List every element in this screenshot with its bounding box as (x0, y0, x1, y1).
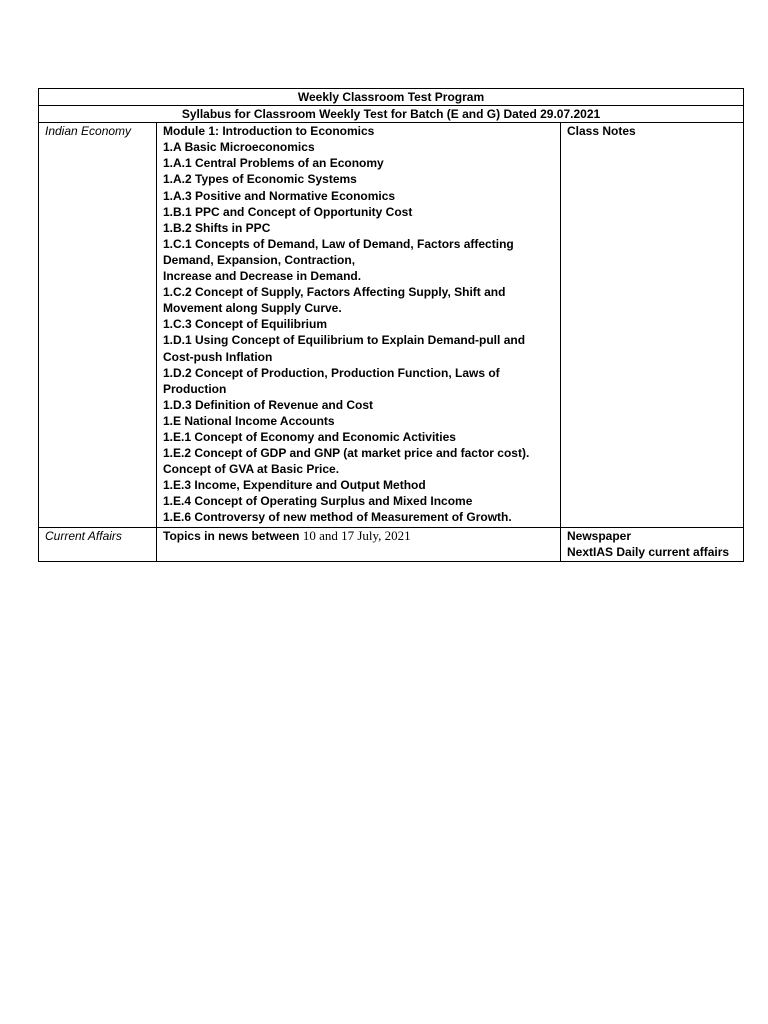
topic-line: 1.B.1 PPC and Concept of Opportunity Cost (163, 204, 413, 219)
topic-line: 1.E.6 Controversy of new method of Measurement of Growth. (163, 510, 512, 525)
topic-line: 1.E.2 Concept of GDP and GNP (at market price and factor cost). (163, 446, 530, 461)
topic-line: 1.D.3 Definition of Revenue and Cost (163, 397, 374, 412)
table-row (39, 123, 744, 527)
topic-line: 1.A.3 Positive and Normative Economics (163, 188, 396, 203)
topic-line: 1.E.1 Concept of Economy and Economic Activities (163, 429, 456, 444)
subject-cell: Current Affairs (39, 527, 157, 561)
topic-line: Production (163, 381, 227, 396)
topics-cell (157, 527, 561, 561)
subject-cell: Indian Economy (39, 123, 157, 527)
topic-line: 1.E National Income Accounts (163, 413, 335, 428)
title-row (39, 89, 744, 106)
topic-line: Movement along Supply Curve. (163, 301, 342, 316)
table-row (39, 527, 744, 561)
topic-line: 1.B.2 Shifts in PPC (163, 220, 271, 235)
topic-dates: 10 and 17 July, 2021 (302, 527, 411, 543)
table-subtitle: Syllabus for Classroom Weekly Test for Batch (E and G) Dated 29.07.2021 (39, 106, 744, 123)
topic-line: 1.C.2 Concept of Supply, Factors Affecting Supply, Shift and (163, 285, 506, 300)
source-line: NextIAS Daily current affairs (567, 544, 730, 559)
topic-line: 1.E.3 Income, Expenditure and Output Method (163, 478, 426, 493)
topics-cell (157, 123, 561, 527)
source-line: Class Notes (567, 124, 636, 139)
syllabus-sheet (38, 88, 743, 562)
topic-line: 1.A.2 Types of Economic Systems (163, 172, 357, 187)
source-cell (561, 527, 744, 561)
topic-prefix: Topics in news between (163, 528, 303, 543)
syllabus-table (38, 88, 744, 562)
topic-line: Increase and Decrease in Demand. (163, 269, 362, 284)
topic-line: 1.C.1 Concepts of Demand, Law of Demand, Factors affecting (163, 236, 514, 251)
topic-line: Concept of GVA at Basic Price. (163, 462, 340, 477)
source-cell (561, 123, 744, 527)
topic-line: 1.A.1 Central Problems of an Economy (163, 156, 384, 171)
module-heading: Module 1: Introduction to Economics (163, 124, 375, 139)
table-title: Weekly Classroom Test Program (39, 89, 744, 106)
topic-line: 1.D.1 Using Concept of Equilibrium to Explain Demand-pull and (163, 333, 526, 348)
topic-line: 1.E.4 Concept of Operating Surplus and Mixed Income (163, 494, 473, 509)
topic-line: Demand, Expansion, Contraction, (163, 252, 356, 267)
topic-list (163, 139, 556, 525)
source-line: Newspaper (567, 528, 632, 543)
topic-line: 1.D.2 Concept of Production, Production Function, Laws of (163, 365, 500, 380)
topic-line: 1.C.3 Concept of Equilibrium (163, 317, 328, 332)
topic-line: 1.A Basic Microeconomics (163, 140, 315, 155)
topic-line: Cost-push Inflation (163, 349, 273, 364)
subtitle-row (39, 106, 744, 123)
